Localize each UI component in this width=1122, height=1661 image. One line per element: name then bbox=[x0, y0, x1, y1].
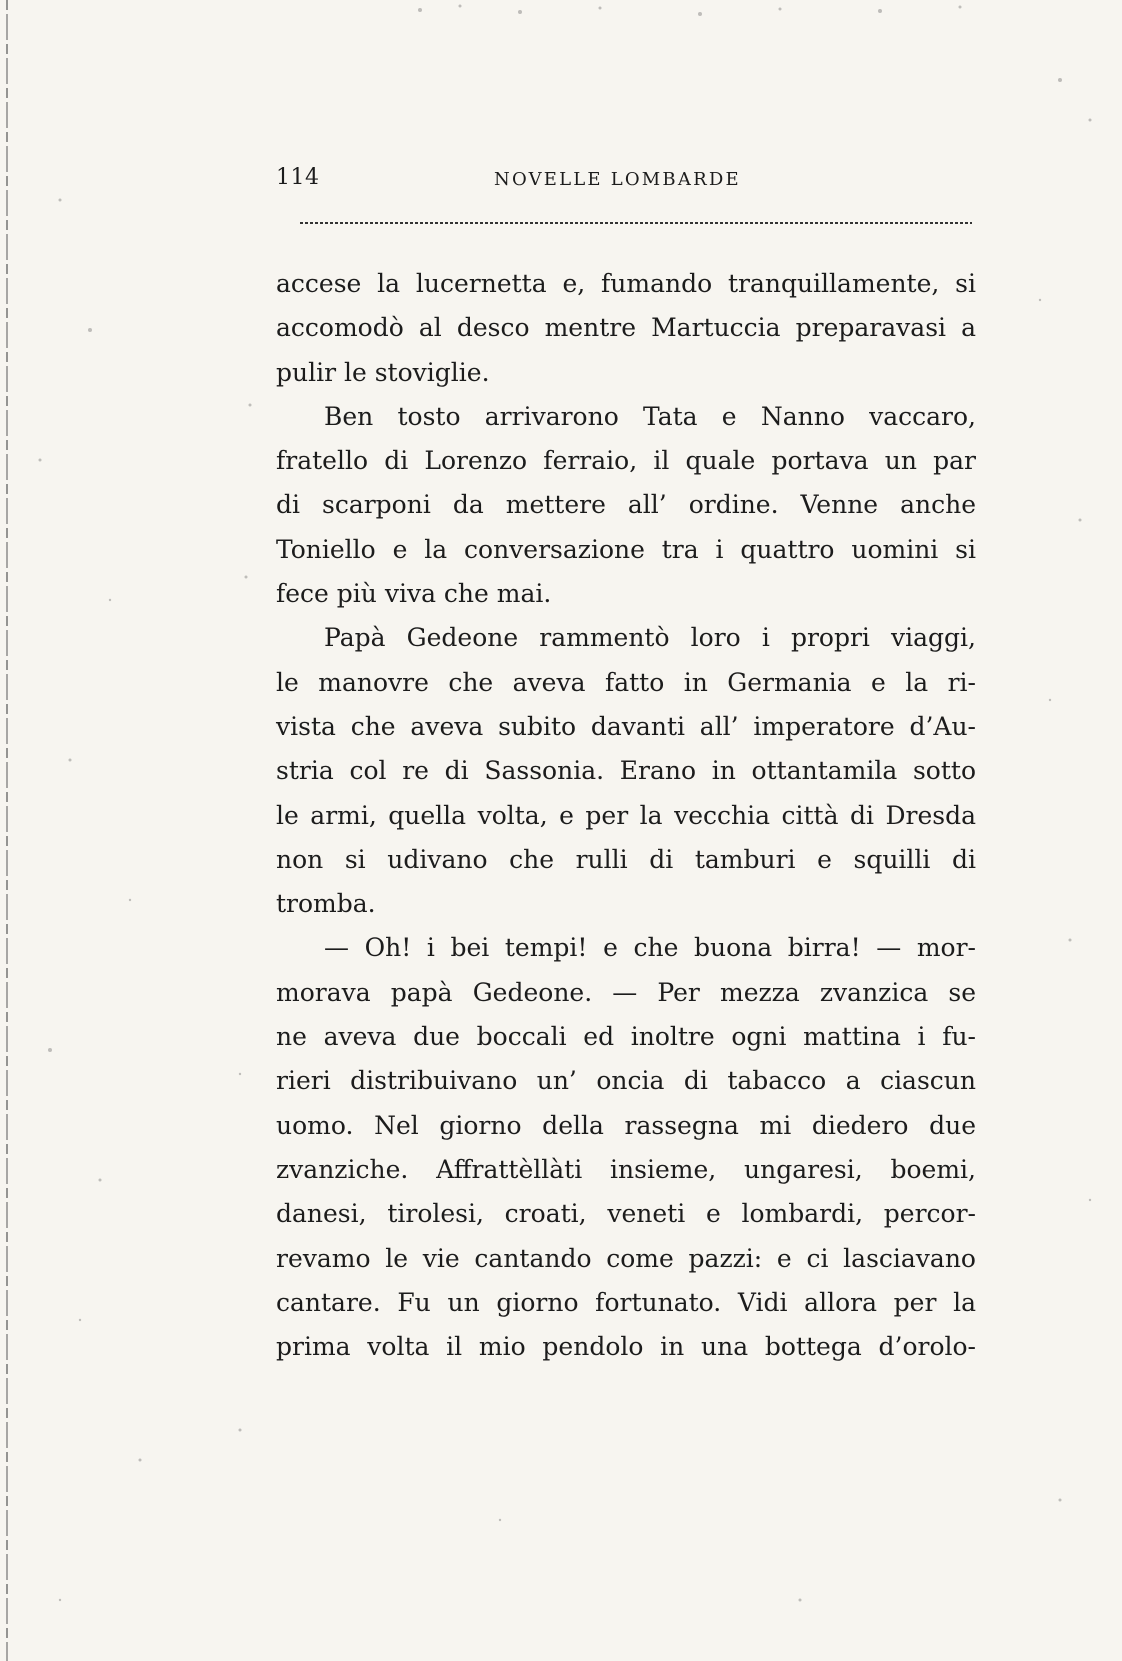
paragraph-line: pulir le stoviglie. bbox=[276, 357, 490, 387]
paragraph-line: prima volta il mio pendolo in una bottega d’orolo- bbox=[276, 1332, 976, 1362]
paragraph-line: accese la lucernetta e, fumando tranquillamente, si bbox=[276, 269, 976, 298]
page-number: 114 bbox=[276, 165, 320, 190]
paragraph-line: rieri distribuivano un’ oncia di tabacco a ciascun bbox=[276, 1066, 976, 1096]
scan-edge-line bbox=[6, 0, 8, 1661]
body-text bbox=[276, 262, 976, 1369]
paragraph-line: accomodò al desco mentre Martuccia preparavasi a bbox=[276, 313, 976, 343]
paragraph-line: morava papà Gedeone. — Per mezza zvanzica se bbox=[276, 977, 976, 1007]
page-header bbox=[276, 165, 976, 195]
paragraph-line: fratello di Lorenzo ferraio, il quale portava un par bbox=[276, 446, 976, 476]
paragraph-line: le manovre che aveva fatto in Germania e la ri- bbox=[276, 667, 976, 697]
running-title: NOVELLE LOMBARDE bbox=[494, 169, 741, 190]
paragraph-line: non si udivano che rulli di tamburi e squilli di bbox=[276, 844, 976, 874]
paragraph-line: fece più viva che mai. bbox=[276, 579, 552, 609]
paragraph-line: Papà Gedeone rammentò loro i propri viaggi, bbox=[324, 623, 976, 653]
paragraph-line: Ben tosto arrivarono Tata e Nanno vaccaro, bbox=[324, 401, 976, 431]
header-dotted-rule bbox=[300, 222, 972, 224]
paragraph-line: le armi, quella volta, e per la vecchia città di Dresda bbox=[276, 800, 976, 830]
paragraph-line: tromba. bbox=[276, 889, 376, 919]
paragraph-line: revamo le vie cantando come pazzi: e ci lasciavano bbox=[276, 1243, 976, 1273]
paragraph-line: di scarponi da mettere all’ ordine. Venne anche bbox=[276, 490, 976, 520]
paragraph-line: zvanziche. Affrattèllàti insieme, ungaresi, boemi, bbox=[276, 1154, 976, 1184]
paragraph-line: cantare. Fu un giorno fortunato. Vidi allora per la bbox=[276, 1287, 976, 1317]
paragraph-line: — Oh! i bei tempi! e che buona birra! — mor- bbox=[324, 933, 976, 963]
paragraph-line: danesi, tirolesi, croati, veneti e lombardi, percor- bbox=[276, 1199, 976, 1229]
paragraph-line: stria col re di Sassonia. Erano in ottantamila sotto bbox=[276, 756, 976, 786]
paragraph-line: uomo. Nel giorno della rassegna mi diedero due bbox=[276, 1110, 976, 1140]
paragraph-line: ne aveva due boccali ed inoltre ogni mattina i fu- bbox=[276, 1022, 976, 1052]
paragraph-line: Toniello e la conversazione tra i quattro uomini si bbox=[276, 534, 976, 564]
paragraph-line: vista che aveva subito davanti all’ imperatore d’Au- bbox=[276, 711, 976, 741]
